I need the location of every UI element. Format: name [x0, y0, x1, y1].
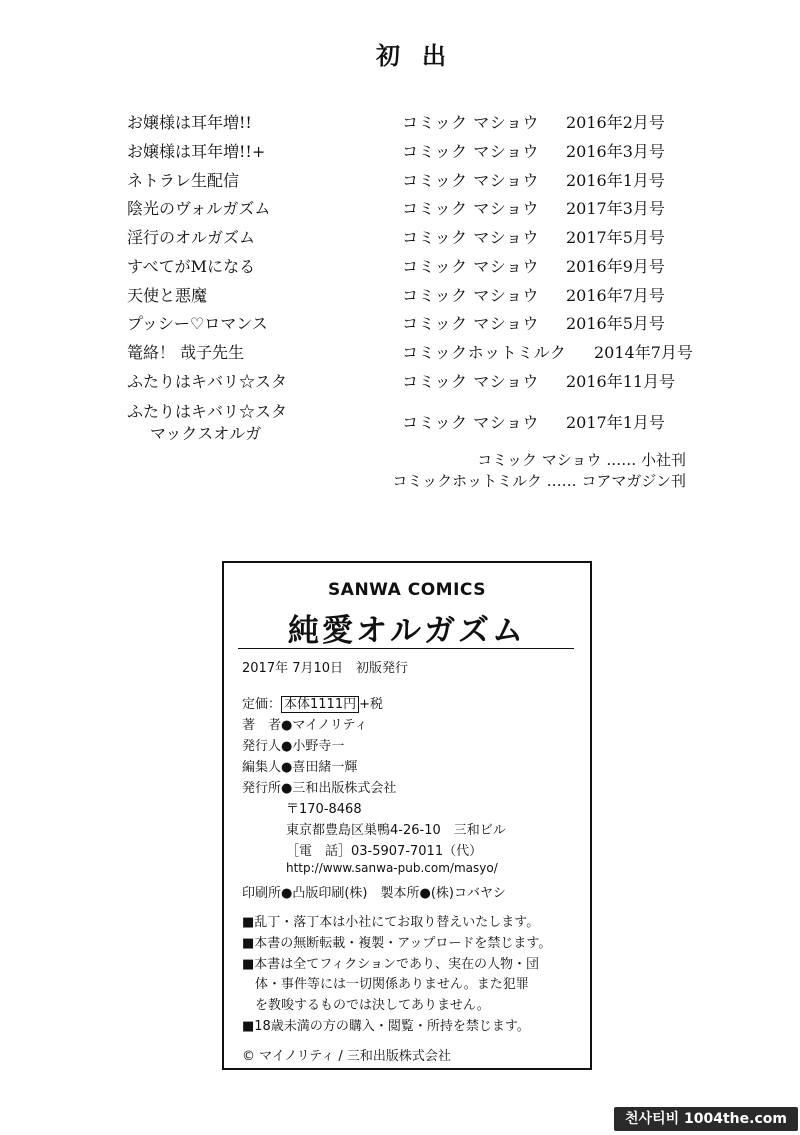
work-magazine: コミック マショウ [402, 171, 539, 190]
work-magazine: コミック マショウ [402, 113, 539, 132]
price-tax: +税 [359, 697, 384, 712]
publisher-note-2: コミックホットミルク …… コアマガジン刊 [392, 472, 686, 490]
notice-line: ■本書の無断転載・複製・アップロードを禁じます。 [242, 936, 552, 951]
notice-line: ■乱丁・落丁本は小社にてお取り替えいたします。 [242, 915, 540, 930]
work-issue: 2016年5月号 [566, 314, 665, 333]
work-title: ふたりはキバリ☆スタ [127, 402, 288, 421]
series-name: SANWA COMICS [328, 580, 486, 600]
work-row [0, 112, 800, 140]
work-row [0, 227, 800, 255]
work-title: 天使と悪魔 [127, 286, 208, 305]
colophon-box [222, 561, 592, 1070]
work-issue: 2016年1月号 [566, 171, 665, 190]
book-title: 純愛オルガズム [288, 613, 526, 649]
work-magazine: コミック マショウ [402, 413, 539, 432]
work-magazine: コミック マショウ [402, 314, 539, 333]
editor-line: 編集人●喜田緒一輝 [242, 760, 358, 775]
work-magazine: コミック マショウ [402, 199, 539, 218]
work-issue: 2016年9月号 [566, 257, 665, 276]
price-line [242, 693, 383, 712]
work-title: 陰光のヴォルガズム [127, 199, 271, 218]
work-row [0, 285, 800, 313]
price-value: 本体1111円 [281, 696, 359, 713]
printing-line: 印刷所●凸版印刷(株) 製本所●(株)コバヤシ [242, 886, 506, 901]
work-magazine: コミック マショウ [402, 228, 539, 247]
work-title: すべてがMになる [127, 257, 256, 276]
price-label: 定価： [242, 697, 282, 712]
page-title: 初出 [376, 41, 468, 70]
work-row [0, 342, 800, 370]
work-row [0, 198, 800, 226]
publisher-house-line: 発行所●三和出版株式会社 [242, 781, 397, 796]
notice-line: ■18歳未満の方の購入・閲覧・所持を禁じます。 [242, 1019, 530, 1034]
work-issue: 2016年2月号 [566, 113, 665, 132]
work-title: ネトラレ生配信 [127, 171, 240, 190]
work-title: 篭絡！ 哉子先生 [127, 343, 245, 362]
work-issue: 2017年3月号 [566, 199, 665, 218]
publisher-person-line: 発行人●小野寺一 [242, 739, 345, 754]
work-row [0, 313, 800, 341]
work-issue: 2017年5月号 [566, 228, 665, 247]
address-line: 東京都豊島区巣鴨4-26-10 三和ビル [286, 823, 506, 838]
work-issue: 2017年1月号 [566, 413, 665, 432]
notice-line: 体・事件等には一切関係ありません。また犯罪 [242, 977, 529, 992]
phone-line: ［電 話］03-5907-7011（代） [286, 844, 483, 859]
work-magazine: コミック マショウ [402, 142, 539, 161]
notice-line: ■本書は全てフィクションであり、実在の人物・団 [242, 957, 539, 972]
work-title: お嬢様は耳年増!! [127, 113, 252, 132]
work-magazine: コミックホットミルク [402, 343, 567, 362]
work-magazine: コミック マショウ [402, 286, 539, 305]
publisher-note-1: コミック マショウ …… 小社刊 [477, 451, 686, 469]
work-issue: 2016年7月号 [566, 286, 665, 305]
work-row [0, 401, 800, 443]
work-magazine: コミック マショウ [402, 257, 539, 276]
work-title: 淫行のオルガズム [127, 228, 256, 247]
work-row [0, 170, 800, 198]
url-line: http://www.sanwa-pub.com/masyo/ [286, 861, 498, 875]
work-title: お嬢様は耳年増!!+ [127, 142, 266, 161]
work-issue: 2014年7月号 [594, 343, 693, 362]
notice-line: を教唆するものでは決してありません。 [242, 998, 490, 1013]
work-title: プッシー♡ロマンス [127, 314, 268, 333]
author-line: 著 者●マイノリティ [242, 718, 368, 733]
work-row [0, 371, 800, 399]
work-row [0, 141, 800, 169]
watermark-badge: 천사티비 1004the.com [614, 1107, 798, 1131]
copyright-line: © マイノリティ / 三和出版株式会社 [242, 1049, 451, 1064]
postal-code: 〒170-8468 [286, 802, 362, 817]
work-row [0, 256, 800, 284]
work-title: ふたりはキバリ☆スタ [127, 372, 288, 391]
work-title-line2: マックスオルガ [150, 424, 262, 443]
work-issue: 2016年11月号 [566, 372, 676, 391]
work-issue: 2016年3月号 [566, 142, 665, 161]
work-magazine: コミック マショウ [402, 372, 539, 391]
release-date: 2017年 7月10日 初版発行 [242, 661, 409, 676]
title-divider [238, 648, 574, 649]
